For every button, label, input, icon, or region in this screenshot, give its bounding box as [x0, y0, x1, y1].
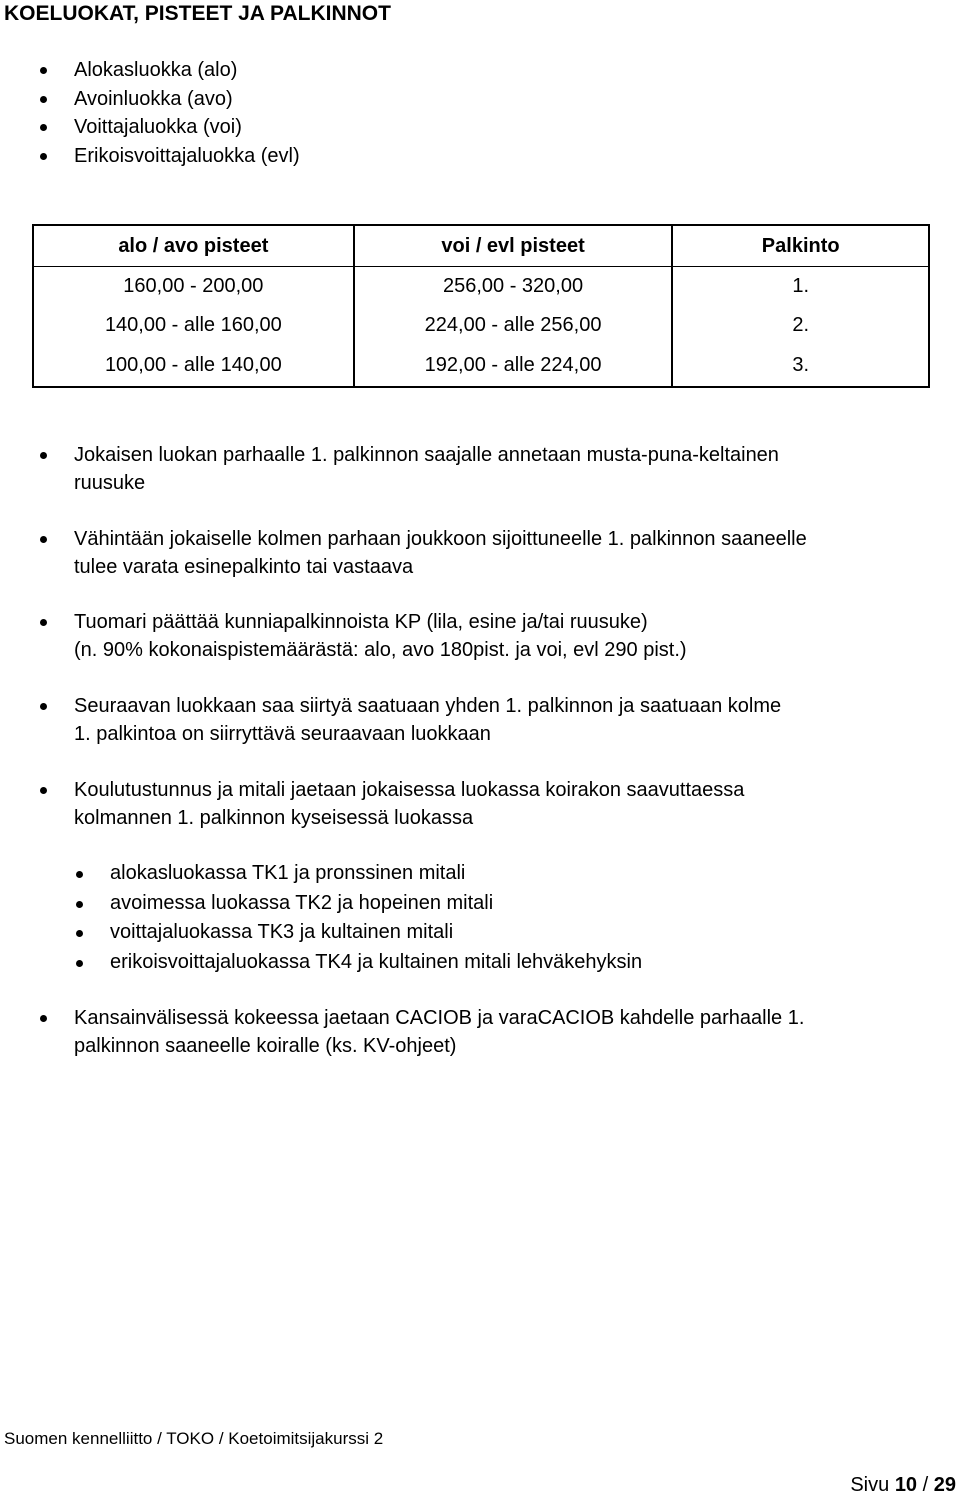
list-item	[0, 56, 960, 85]
rule-text: tulee varata esinepalkinto tai vastaava	[74, 556, 414, 578]
list-item	[0, 859, 960, 889]
footer-text: Suomen kennelliitto / TOKO / Koetoimitsijakurssi 2	[4, 1429, 384, 1448]
page-separator: /	[922, 1474, 929, 1496]
rule-text: (n. 90% kokonaispistemäärästä: alo, avo 180pist. ja voi, evl 290 pist.)	[74, 639, 687, 661]
rule-item	[0, 776, 960, 832]
table-cell: 3.	[672, 345, 929, 387]
list-item	[0, 918, 960, 948]
rule-item	[0, 1004, 960, 1060]
class-label: Alokasluokka (alo)	[74, 59, 238, 81]
table-cell: 160,00 - 200,00	[33, 267, 354, 307]
rule-list	[0, 441, 960, 497]
bullet-icon	[40, 619, 47, 626]
bullet-icon	[40, 452, 47, 459]
bullet-icon	[76, 930, 83, 937]
table-header: voi / evl pisteet	[354, 225, 673, 267]
rule-text: Vähintään jokaiselle kolmen parhaan joukkoon sijoittuneelle 1. palkinnon saaneelle	[74, 528, 807, 550]
rule-text: Kansainvälisessä kokeessa jaetaan CACIOB ja varaCACIOB kahdelle parhaalle 1.	[74, 1007, 805, 1029]
rule-list	[0, 692, 960, 748]
table-row	[33, 267, 929, 307]
table-cell: 224,00 - alle 256,00	[354, 306, 673, 345]
list-item	[0, 948, 960, 978]
table-cell: 100,00 - alle 140,00	[33, 345, 354, 387]
bullet-icon	[76, 901, 83, 908]
bullet-icon	[40, 153, 47, 160]
bullet-icon	[76, 960, 83, 967]
medal-text: avoimessa luokassa TK2 ja hopeinen mitali	[110, 891, 494, 914]
page-current: 10	[894, 1474, 918, 1496]
page-word: Sivu	[850, 1474, 890, 1496]
list-item	[0, 85, 960, 114]
rule-text: Tuomari päättää kunniapalkinnoista KP (lila, esine ja/tai ruusuke)	[74, 611, 648, 633]
medal-list	[0, 859, 960, 977]
table-cell: 140,00 - alle 160,00	[33, 306, 354, 345]
class-list	[0, 56, 960, 170]
table-header: Palkinto	[672, 225, 929, 267]
bullet-icon	[40, 1015, 47, 1022]
rule-text: Seuraavan luokkaan saa siirtyä saatuaan yhden 1. palkinnon ja saatuaan kolme	[74, 695, 782, 717]
list-item	[0, 113, 960, 142]
rule-list	[0, 608, 960, 664]
table-row	[33, 306, 929, 345]
table-header-row	[33, 225, 929, 267]
table-cell: 1.	[672, 267, 929, 307]
bullet-icon	[40, 124, 47, 131]
rule-item	[0, 608, 960, 664]
page-number	[850, 1473, 956, 1497]
rule-text: Jokaisen luokan parhaalle 1. palkinnon saajalle annetaan musta-puna-keltainen	[74, 444, 779, 466]
medal-text: alokasluokassa TK1 ja pronssinen mitali	[110, 862, 466, 884]
bullet-icon	[40, 787, 47, 794]
bullet-icon	[40, 703, 47, 710]
table-header: alo / avo pisteet	[33, 225, 354, 267]
table-cell: 256,00 - 320,00	[354, 267, 673, 307]
page-total: 29	[933, 1474, 956, 1496]
list-item	[0, 889, 960, 919]
rule-text: Koulutustunnus ja mitali jaetaan jokaisessa luokassa koirakon saavuttaessa	[74, 779, 745, 801]
points-table	[32, 224, 930, 388]
class-label: Erikoisvoittajaluokka (evl)	[74, 144, 300, 167]
medal-text: erikoisvoittajaluokassa TK4 ja kultainen mitali lehväkehyksin	[110, 950, 643, 973]
table-cell: 192,00 - alle 224,00	[354, 345, 673, 387]
table-cell: 2.	[672, 306, 929, 345]
rule-item	[0, 441, 960, 497]
table-row	[33, 345, 929, 387]
rule-item	[0, 692, 960, 748]
class-label: Avoinluokka (avo)	[74, 87, 233, 110]
page-title: KOELUOKAT, PISTEET JA PALKINNOT	[4, 2, 391, 25]
rule-list	[0, 525, 960, 581]
rule-text: kolmannen 1. palkinnon kyseisessä luokassa	[74, 807, 474, 829]
medal-text: voittajaluokassa TK3 ja kultainen mitali	[110, 921, 454, 943]
bullet-icon	[40, 536, 47, 543]
class-label: Voittajaluokka (voi)	[74, 116, 242, 138]
bullet-icon	[40, 67, 47, 74]
rule-text: 1. palkintoa on siirryttävä seuraavaan luokkaan	[74, 723, 491, 745]
bullet-icon	[76, 871, 83, 878]
rule-list	[0, 776, 960, 832]
rule-text: palkinnon saaneelle koiralle (ks. KV-ohjeet)	[74, 1035, 457, 1057]
bullet-icon	[40, 96, 47, 103]
rule-item	[0, 525, 960, 581]
rule-text: ruusuke	[74, 472, 146, 494]
list-item	[0, 142, 960, 171]
rule-list	[0, 1004, 960, 1060]
